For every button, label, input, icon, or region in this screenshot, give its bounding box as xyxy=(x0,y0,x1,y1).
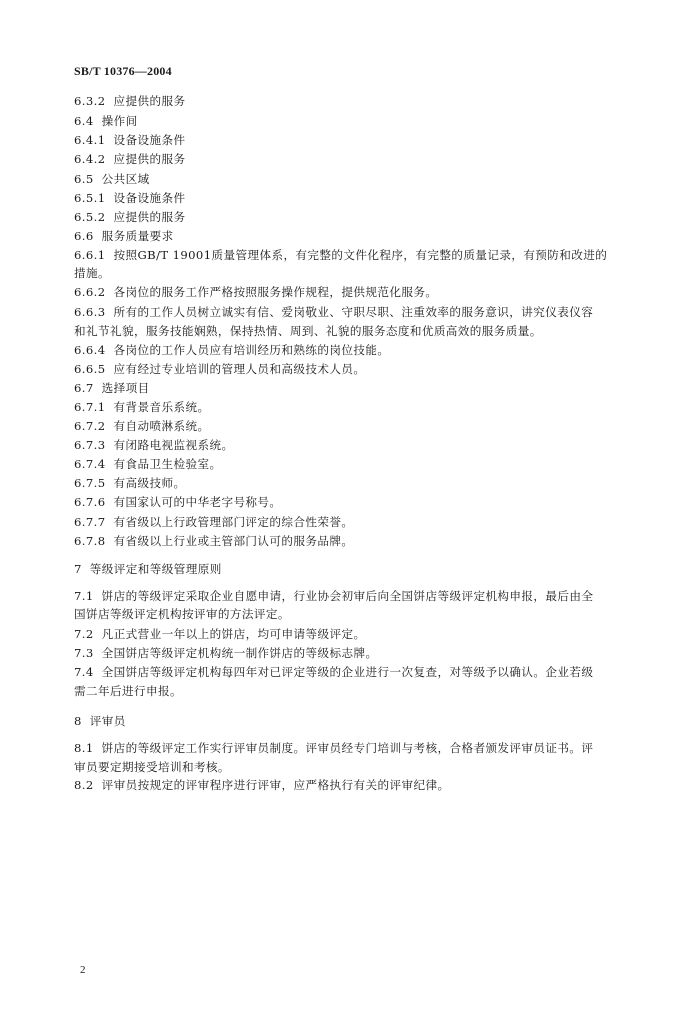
clause-line xyxy=(74,778,449,792)
clause-number: 7.4 xyxy=(74,665,94,679)
clause-number: 6.6.1 xyxy=(74,248,106,262)
clause-text: 评审员按规定的评审程序进行评审，应严格执行有关的评审纪律。 xyxy=(101,778,450,792)
clause-text: 各岗位的服务工作严格按照服务操作规程，提供规范化服务。 xyxy=(113,285,438,299)
clause-line xyxy=(74,646,378,660)
clause-number: 6.6.2 xyxy=(74,285,106,299)
clause-text: 评审员 xyxy=(89,714,126,728)
clause-number: 6.5.2 xyxy=(74,210,106,224)
clause-line xyxy=(74,210,185,224)
clause-line xyxy=(74,515,353,529)
clause-line xyxy=(74,114,138,128)
clause-number: 7.3 xyxy=(74,646,94,660)
clause-line xyxy=(74,457,221,471)
clause-number: 6.3.2 xyxy=(74,94,106,108)
clause-line xyxy=(74,741,593,755)
clause-line xyxy=(74,589,593,603)
clause-text: 有闭路电视监视系统。 xyxy=(113,438,234,452)
clause-line xyxy=(74,381,150,395)
clause-number: 6.5 xyxy=(74,172,94,186)
clause-line xyxy=(74,476,185,490)
clause-text: 应提供的服务 xyxy=(113,210,186,224)
clause-text: 等级评定和等级管理原则 xyxy=(89,562,222,576)
clause-text: 所有的工作人员树立诚实有信、爱岗敬业、守职尽职、注重效率的服务意识，讲究仪表仪容 xyxy=(113,305,594,319)
clause-number: 6.4.2 xyxy=(74,152,106,166)
clause-line xyxy=(74,438,233,452)
clause-number: 8 xyxy=(74,714,82,728)
clause-text: 有省级以上行政管理部门评定的综合性荣誉。 xyxy=(113,515,354,529)
page-number: 2 xyxy=(80,964,86,976)
clause-line xyxy=(74,343,389,357)
clause-number: 6.4.1 xyxy=(74,133,106,147)
clause-text: 有国家认可的中华老字号称号。 xyxy=(113,495,282,509)
clause-text: 审员要定期接受培训和考核。 xyxy=(74,760,230,774)
clause-line xyxy=(74,133,185,147)
clause-line xyxy=(74,191,185,205)
clause-text: 饼店的等级评定工作实行评审员制度。评审员经专门培训与考核，合格者颁发评审员证书。评 xyxy=(101,741,594,755)
clause-text: 操作间 xyxy=(101,114,138,128)
clause-number: 6.6.3 xyxy=(74,305,106,319)
clause-number: 6.7.3 xyxy=(74,438,106,452)
clause-text: 有省级以上行业或主管部门认可的服务品牌。 xyxy=(113,534,354,548)
clause-line xyxy=(74,229,174,243)
clause-text: 凡正式营业一年以上的饼店，均可申请等级评定。 xyxy=(101,627,366,641)
clause-text: 设备设施条件 xyxy=(113,191,186,205)
clause-text: 措施。 xyxy=(74,266,110,280)
clause-line xyxy=(74,362,365,376)
clause-text: 国饼店等级评定机构按评审的方法评定。 xyxy=(74,607,290,621)
standard-code-header: SB/T 10376—2004 xyxy=(74,64,172,78)
clause-text: 应有经过专业培训的管理人员和高级技术人员。 xyxy=(113,362,366,376)
clause-text: 有背景音乐系统。 xyxy=(113,400,210,414)
clause-number: 6.7.1 xyxy=(74,400,106,414)
clause-line xyxy=(74,562,222,576)
clause-text: 全国饼店等级评定机构每四年对已评定等级的企业进行一次复查，对等级予以确认。企业若级 xyxy=(101,665,594,679)
clause-line xyxy=(74,248,607,262)
clause-number: 6.7.2 xyxy=(74,419,106,433)
clause-number: 7.2 xyxy=(74,627,94,641)
clause-number: 6.7.4 xyxy=(74,457,106,471)
clause-line xyxy=(74,534,353,548)
clause-number: 6.5.1 xyxy=(74,191,106,205)
clause-number: 6.4 xyxy=(74,114,94,128)
clause-line xyxy=(74,714,126,728)
clause-text: 设备设施条件 xyxy=(113,133,186,147)
clause-line xyxy=(74,152,185,166)
clause-number: 6.7.6 xyxy=(74,495,106,509)
clause-number: 8.2 xyxy=(74,778,94,792)
clause-continuation xyxy=(74,760,230,774)
clause-number: 6.7.5 xyxy=(74,476,106,490)
clause-text: 饼店的等级评定采取企业自愿申请，行业协会初审后向全国饼店等级评定机构申报，最后由全 xyxy=(101,589,594,603)
clause-line xyxy=(74,285,437,299)
clause-continuation xyxy=(74,266,110,280)
clause-number: 6.7 xyxy=(74,381,94,395)
clause-number: 7 xyxy=(74,562,82,576)
clause-line xyxy=(74,665,593,679)
clause-number: 6.6.4 xyxy=(74,343,106,357)
clause-text: 各岗位的工作人员应有培训经历和熟练的岗位技能。 xyxy=(113,343,390,357)
clause-text: 公共区域 xyxy=(101,172,150,186)
clause-text: 按照GB/T 19001质量管理体系，有完整的文件化程序，有完整的质量记录，有预防和改进的 xyxy=(113,248,608,262)
clause-line xyxy=(74,305,593,319)
clause-line xyxy=(74,94,185,108)
clause-line xyxy=(74,495,281,509)
clause-line xyxy=(74,627,366,641)
clause-text: 全国饼店等级评定机构统一制作饼店的等级标志牌。 xyxy=(101,646,378,660)
clause-continuation xyxy=(74,324,542,338)
clause-line xyxy=(74,400,209,414)
clause-text: 有食品卫生检验室。 xyxy=(113,457,222,471)
clause-number: 6.7.7 xyxy=(74,515,106,529)
clause-text: 选择项目 xyxy=(101,381,150,395)
clause-text: 和礼节礼貌，服务技能娴熟，保持热情、周到、礼貌的服务态度和优质高效的服务质量。 xyxy=(74,324,542,338)
clause-number: 8.1 xyxy=(74,741,94,755)
clause-text: 应提供的服务 xyxy=(113,152,186,166)
clause-number: 6.6 xyxy=(74,229,94,243)
clause-text: 服务质量要求 xyxy=(101,229,174,243)
clause-number: 6.7.8 xyxy=(74,534,106,548)
clause-text: 有自动喷淋系统。 xyxy=(113,419,210,433)
clause-line xyxy=(74,419,209,433)
clause-text: 有高级技师。 xyxy=(113,476,186,490)
clause-line xyxy=(74,172,150,186)
clause-continuation xyxy=(74,607,290,621)
clause-text: 需二年后进行申报。 xyxy=(74,684,182,698)
clause-text: 应提供的服务 xyxy=(113,94,186,108)
clause-number: 6.6.5 xyxy=(74,362,106,376)
clause-continuation xyxy=(74,684,182,698)
clause-number: 7.1 xyxy=(74,589,94,603)
